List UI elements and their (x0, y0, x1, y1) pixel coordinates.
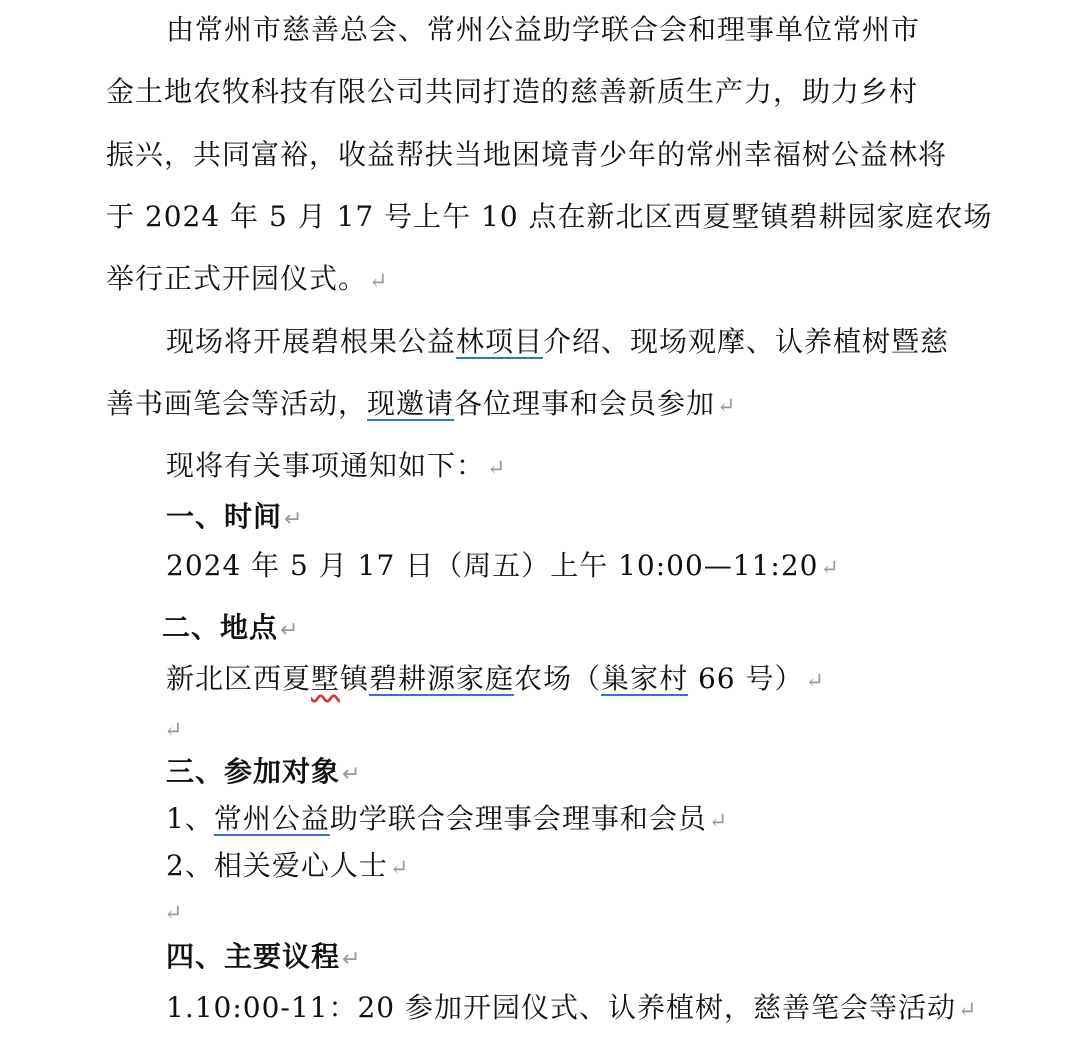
text: 金土地农牧科技有限公司共同打造的慈善新质生产力，助力乡村 (106, 75, 919, 108)
paragraph-mark-icon: ↵ (342, 762, 362, 787)
paragraph-2-line-2 (106, 386, 736, 425)
grammar-underlined-text[interactable]: 常州公益 (213, 802, 330, 835)
heading-text: 四、主要议程 (166, 940, 341, 973)
text: 新北区西夏 (166, 662, 312, 695)
section-3-item-1 (166, 801, 728, 840)
grammar-underlined-text[interactable]: 林项目 (456, 325, 544, 358)
text: 现场将开展碧根果公益 (166, 325, 457, 358)
grammar-underlined-text[interactable]: 巢家村 (601, 662, 689, 695)
paragraph-mark-icon: ↵ (164, 718, 184, 743)
text: 1.10:00-11：20 参加开园仪式、认养植树，慈善笔会等活动 (166, 991, 957, 1024)
text: 介绍、现场观摩、认养植树暨慈 (543, 325, 950, 358)
paragraph-mark-icon: ↵ (389, 856, 410, 881)
section-1-body (166, 548, 840, 587)
section-4-heading (166, 939, 361, 978)
intro-line (166, 448, 506, 487)
paragraph-1-line-5 (106, 261, 388, 300)
text: 农场（ (514, 662, 602, 695)
grammar-underlined-text[interactable]: 现邀请 (367, 387, 455, 420)
paragraph-1-line-3 (106, 137, 947, 173)
grammar-underlined-text[interactable]: 碧耕源家庭 (369, 662, 515, 695)
text: 现将有关事项通知如下： (166, 449, 486, 482)
empty-paragraph (162, 893, 183, 932)
text: 于 2024 年 5 月 17 号上午 10 点在新北区西夏墅镇碧耕园家庭农场 (106, 200, 993, 233)
paragraph-1-line-4 (106, 199, 993, 235)
text: 镇 (340, 662, 370, 695)
spelling-underlined-text[interactable]: 墅 (311, 662, 341, 695)
section-2-body (166, 661, 825, 700)
text: 由常州市慈善总会、常州公益助学联合会和理事单位常州市 (166, 13, 921, 46)
paragraph-mark-icon: ↵ (958, 998, 978, 1023)
paragraph-mark-icon: ↵ (280, 618, 300, 643)
paragraph-mark-icon: ↵ (820, 556, 840, 581)
section-3-heading (166, 754, 361, 793)
paragraph-mark-icon: ↵ (369, 269, 389, 294)
text: 善书画笔会等活动， (106, 387, 368, 420)
paragraph-mark-icon: ↵ (487, 456, 507, 481)
section-4-item-1 (166, 990, 977, 1029)
text: 66 号） (688, 662, 804, 695)
text: 2、相关爱心人士 (166, 849, 388, 882)
paragraph-1-line-1 (166, 12, 920, 48)
paragraph-mark-icon: ↵ (342, 947, 362, 972)
text: 振兴，共同富裕，收益帮扶当地困境青少年的常州幸福树公益林将 (106, 138, 948, 171)
heading-text: 三、参加对象 (166, 755, 341, 788)
text: 助学联合会理事会理事和会员 (329, 802, 707, 835)
section-1-heading (166, 499, 303, 538)
heading-text: 二、地点 (162, 611, 279, 644)
section-3-item-2 (166, 848, 409, 887)
paragraph-2-line-1 (166, 324, 949, 360)
text: 各位理事和会员参加 (454, 387, 716, 420)
paragraph-mark-icon: ↵ (717, 394, 737, 419)
paragraph-1-line-2 (106, 74, 918, 110)
text: 1、 (166, 802, 214, 835)
paragraph-mark-icon: ↵ (805, 669, 825, 694)
paragraph-mark-icon: ↵ (284, 507, 304, 532)
section-2-heading (162, 610, 299, 649)
heading-text: 一、时间 (166, 500, 283, 533)
paragraph-mark-icon: ↵ (164, 901, 184, 926)
empty-paragraph (162, 710, 183, 749)
paragraph-mark-icon: ↵ (708, 809, 729, 834)
text: 2024 年 5 月 17 日（周五）上午 10:00—11:20 (166, 549, 819, 582)
text: 举行正式开园仪式。 (106, 262, 368, 295)
